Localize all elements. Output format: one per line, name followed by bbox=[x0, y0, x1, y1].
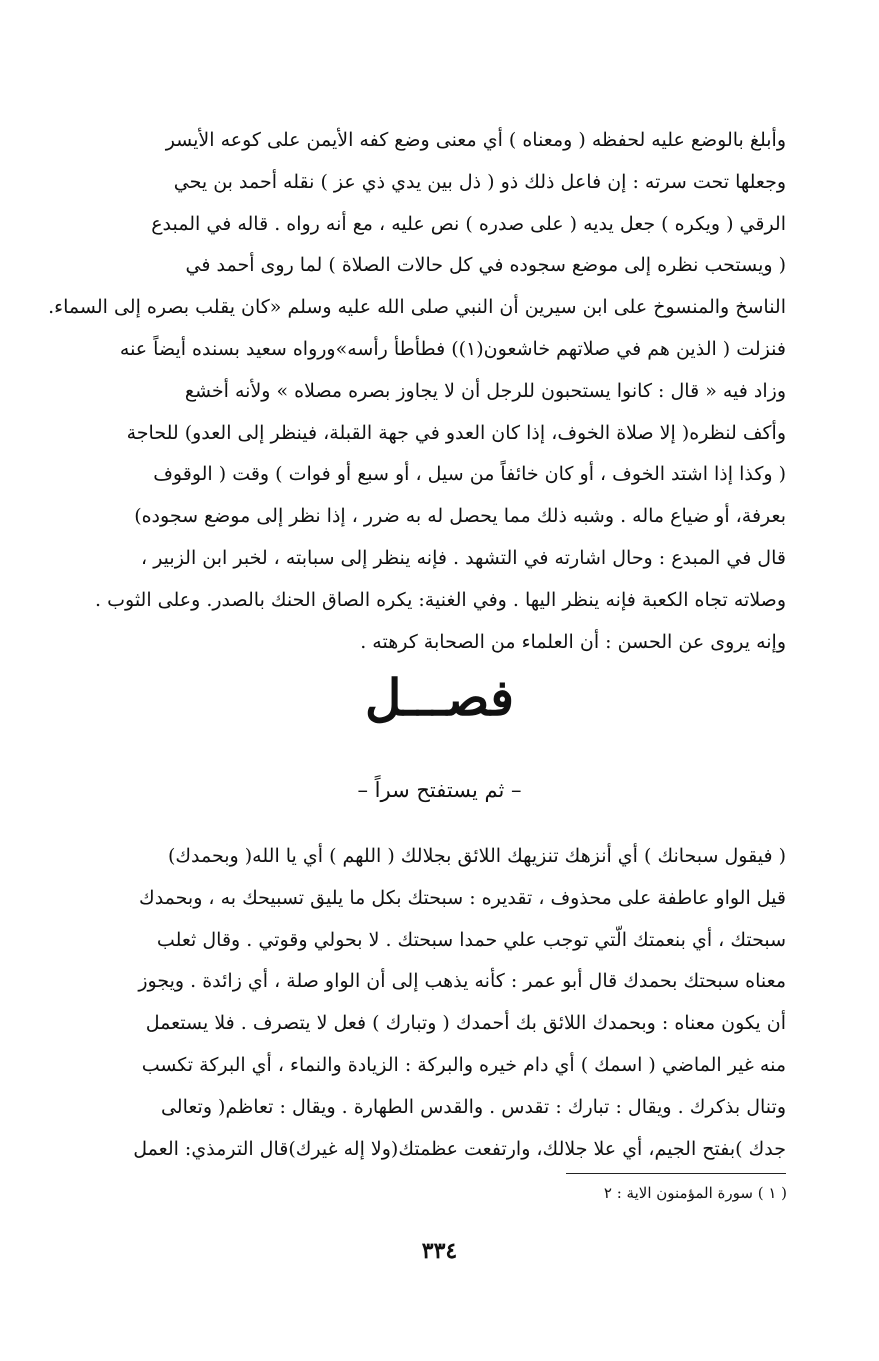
text-line: الرقي ( ويكره ) جعل يديه ( على صدره ) نص عليه ، مع أنه رواه . قاله في المبدع bbox=[151, 212, 786, 235]
text-line: وجعلها تحت سرته : إن فاعل ذلك ذو ( ذل بين يدي ذي عز ) نقله أحمد بن يحي bbox=[173, 170, 786, 193]
text-line: أن يكون معناه : وبحمدك اللائق بك أحمدك ( وتبارك ) فعل لا يتصرف . فلا يستعمل bbox=[145, 1012, 786, 1035]
paragraph-1 bbox=[38, 120, 786, 663]
text-line: الناسخ والمنسوخ على ابن سيرين أن النبي صلى الله عليه وسلم «كان يقلب بصره إلى السماء. bbox=[48, 296, 786, 319]
text-line: وأكف لنظره( إلا صلاة الخوف، إذا كان العدو في جهة القبلة، فينظر إلى العدو) للحاجة bbox=[126, 421, 786, 444]
text-line: قال في المبدع : وحال اشارته في التشهد . فإنه ينظر إلى سبابته ، لخبر ابن الزبير ، bbox=[141, 546, 786, 569]
text-line: وأبلغ بالوضع عليه لحفظه ( ومعناه ) أي معنى وضع كفه الأيمن على كوعه الأيسر bbox=[165, 129, 786, 151]
text-line: وإنه يروى عن الحسن : أن العلماء من الصحابة كرهته . bbox=[360, 630, 786, 653]
section-heading: فصـــل bbox=[364, 668, 515, 727]
footnote-divider bbox=[566, 1173, 786, 1174]
text-line: ( وكذا إذا اشتد الخوف ، أو كان خائفاً من سيل ، أو سبع أو فوات ) وقت ( الوقوف bbox=[153, 463, 786, 486]
text-line: فنزلت ( الذين هم في صلاتهم خاشعون(١)) فطأطأ رأسه»ورواه سعيد بسنده أيضاً عنه bbox=[119, 337, 786, 360]
text-line: وصلاته تجاه الكعبة فإنه ينظر اليها . وفي الغنية: يكره الصاق الحنك بالصدر. وعلى الثوب . bbox=[95, 588, 786, 611]
text-line: ( ويستحب نظره إلى موضع سجوده في كل حالات الصلاة ) لما روى أحمد في bbox=[185, 254, 786, 277]
footnote: ( ١ ) سورة المؤمنون الاية : ٢ bbox=[603, 1184, 787, 1202]
text-line: قيل الواو عاطفة على محذوف ، تقديره : سبحتك بكل ما يليق تسبيحك به ، وبحمدك bbox=[139, 886, 786, 909]
section-subheading: – ثم يستفتح سراً – bbox=[357, 778, 522, 802]
text-line: منه غير الماضي ( اسمك ) أي دام خيره والبركة : الزيادة والنماء ، أي البركة تكسب bbox=[141, 1053, 786, 1076]
paragraph-2 bbox=[38, 836, 786, 1170]
text-line: ( فيقول سبحانك ) أي أنزهك تنزيهك اللائق بجلالك ( اللهم ) أي يا الله( وبحمدك) bbox=[167, 845, 786, 867]
page-number: ٣٣٤ bbox=[421, 1238, 458, 1264]
text-line: جدك )بفتح الجيم، أي علا جلالك، وارتفعت عظمتك(ولا إله غيرك)قال الترمذي: العمل bbox=[133, 1137, 786, 1160]
text-line: بعرفة، أو ضياع ماله . وشبه ذلك مما يحصل له به ضرر ، إذا نظر إلى موضع سجوده) bbox=[134, 505, 786, 528]
text-line: معناه سبحتك بحمدك قال أبو عمر : كأنه يذهب إلى أن الواو صلة ، أي زائدة . ويجوز bbox=[138, 970, 786, 993]
text-line: وزاد فيه « قال : كانوا يستحبون للرجل أن لا يجاوز بصره مصلاه » ولأنه أخشع bbox=[184, 379, 786, 402]
text-line: سبحتك ، أي بنعمتك الّتي توجب علي حمدا سبحتك . لا بحولي وقوتي . وقال ثعلب bbox=[156, 928, 786, 951]
text-line: وتنال بذكرك . ويقال : تبارك : تقدس . والقدس الطهارة . ويقال : تعاظم( وتعالى bbox=[160, 1095, 786, 1118]
